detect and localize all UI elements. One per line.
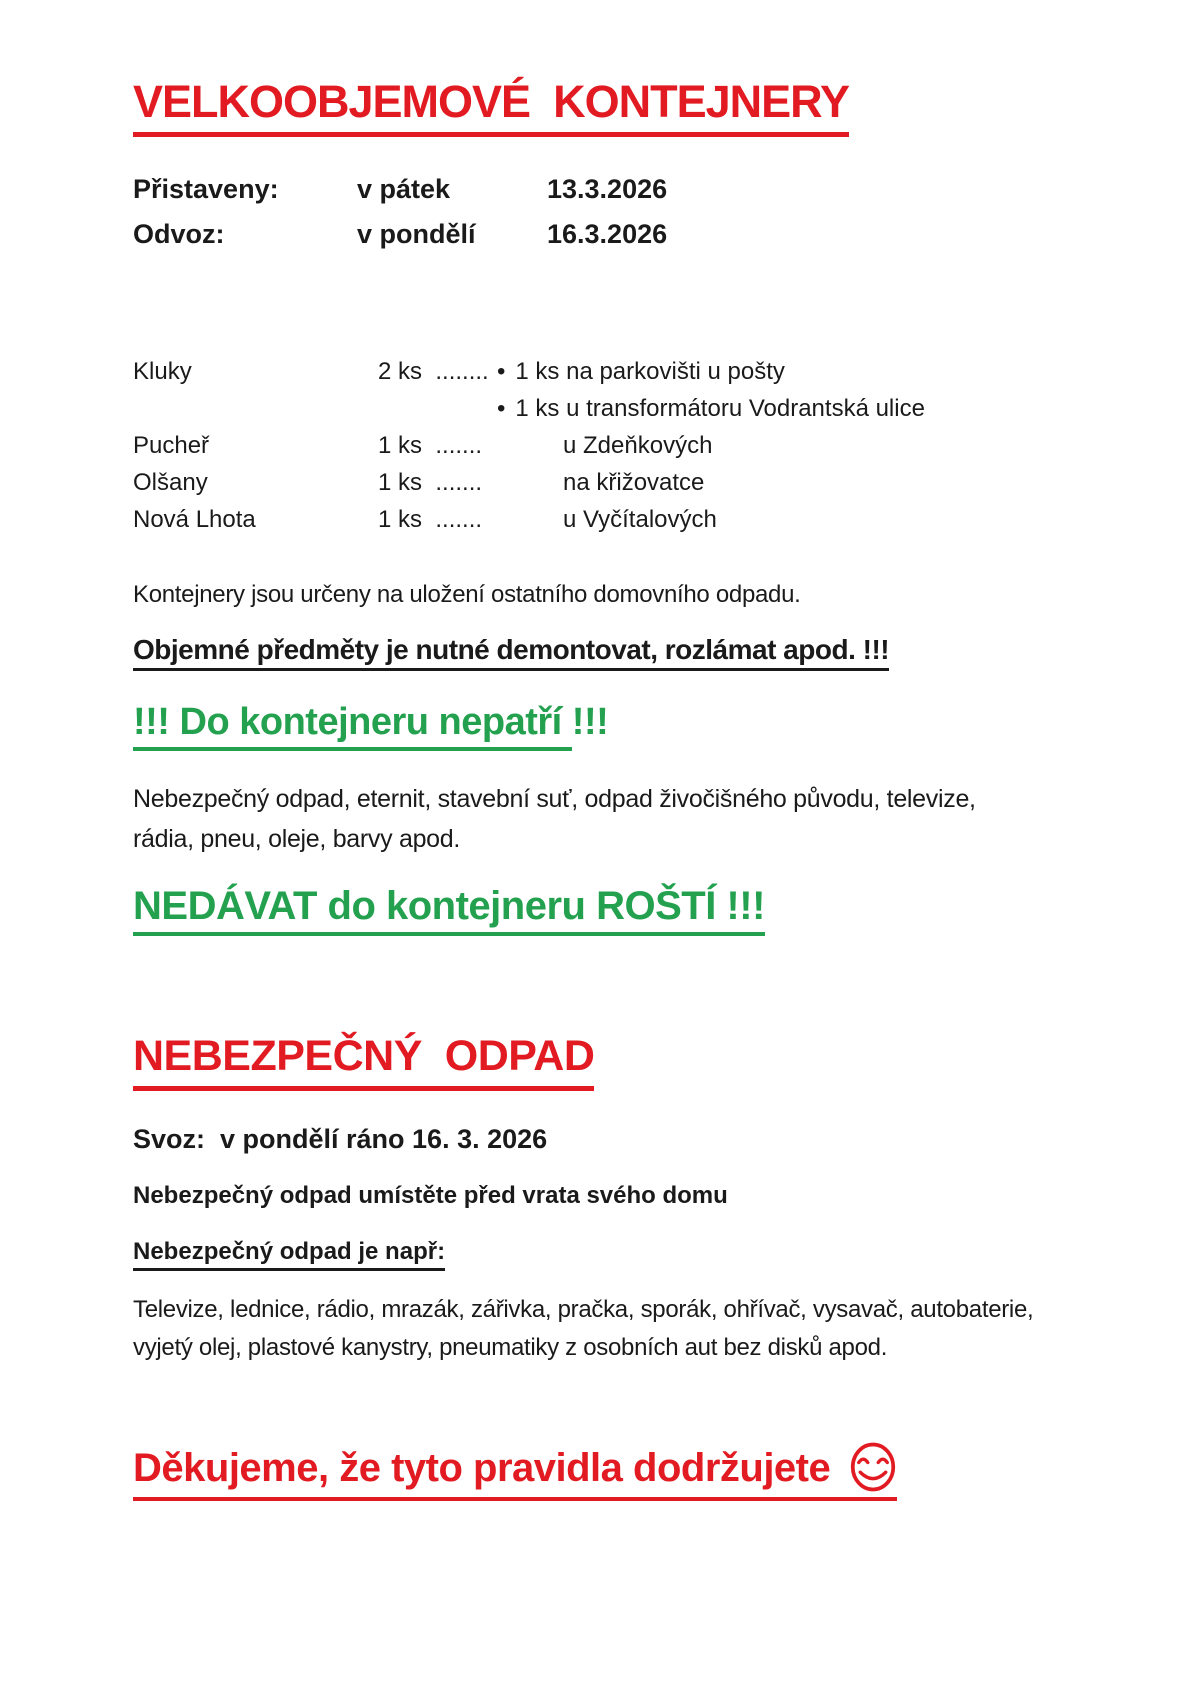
hazard-title: NEBEZPEČNÝ ODPAD: [133, 1032, 1100, 1090]
hazard-examples-text: Televize, lednice, rádio, mrazák, zářivka, pračka, sporák, ohřívač, vysavač, autobaterie, vyjetý olej, plastové kanystry, pneumatiky z osobních aut bez disků apod.: [133, 1295, 1040, 1361]
heading-not-belong-underlined: !!! Do kontejneru nepatří: [133, 701, 572, 752]
schedule-date: 13.3.2026: [547, 173, 668, 204]
schedule-day: v pátek: [357, 173, 451, 204]
location-name: Olšany: [133, 468, 208, 496]
hazard-examples-label: Nebezpečný odpad je např:: [133, 1237, 445, 1271]
location-detail: na křižovatce: [563, 468, 705, 496]
info-text: Kontejnery jsou určeny na uložení ostatního domovního odpadu.: [133, 580, 801, 608]
location-count: 1 ks .......: [378, 468, 483, 496]
location-row: [133, 464, 1100, 501]
location-name: Kluky: [133, 357, 192, 385]
location-name: [133, 390, 378, 427]
location-count: 2 ks ........: [378, 357, 489, 385]
smiley-icon: [849, 1441, 897, 1493]
location-count: 1 ks .......: [378, 431, 483, 459]
schedule-row: [133, 167, 1100, 212]
heading-not-belong: [133, 701, 1100, 752]
location-row: [133, 390, 1100, 427]
thanks-heading: [133, 1441, 1100, 1501]
schedule: [133, 167, 1100, 257]
schedule-date: 16.3.2026: [547, 218, 668, 249]
page-title: VELKOOBJEMOVÉ KONTEJNERY: [133, 76, 849, 137]
location-name: Pucheř: [133, 431, 210, 459]
location-count: 1 ks .......: [378, 505, 483, 533]
heading-not-belong-tail: !!!: [571, 700, 609, 743]
hazard-collection-date: Svoz: v pondělí ráno 16. 3. 2026: [133, 1123, 548, 1154]
bullet-icon: •: [497, 357, 506, 385]
forbidden-items-text: Nebezpečný odpad, eternit, stavební suť, odpad živočišného původu, televize, rádia, pneu, oleje, barvy apod.: [133, 785, 983, 854]
schedule-label: Přistaveny:: [133, 173, 279, 204]
location-row: [133, 353, 1100, 390]
schedule-label: Odvoz:: [133, 218, 225, 249]
heading-no-brushwood: NEDÁVAT do kontejneru ROŠTÍ !!!: [133, 883, 1100, 936]
location-name: Nová Lhota: [133, 505, 256, 533]
location-detail: 1 ks u transformátoru Vodrantská ulice: [515, 394, 925, 422]
location-row: [133, 427, 1100, 464]
demand-text: Objemné předměty je nutné demontovat, rozlámat apod. !!!: [133, 634, 889, 671]
bullet-icon: •: [497, 394, 506, 422]
location-detail: u Vyčítalových: [563, 505, 717, 533]
location-detail: 1 ks na parkovišti u pošty: [515, 357, 785, 385]
location-count: [378, 390, 497, 427]
schedule-row: [133, 212, 1100, 257]
location-row: [133, 501, 1100, 538]
hazard-placement-note: Nebezpečný odpad umístěte před vrata svého domu: [133, 1181, 728, 1209]
schedule-day: v pondělí: [357, 218, 476, 249]
locations-list: [133, 353, 1100, 538]
thanks-text: Děkujeme, že tyto pravidla dodržujete: [133, 1445, 841, 1490]
location-detail: u Zdeňkových: [563, 431, 713, 459]
